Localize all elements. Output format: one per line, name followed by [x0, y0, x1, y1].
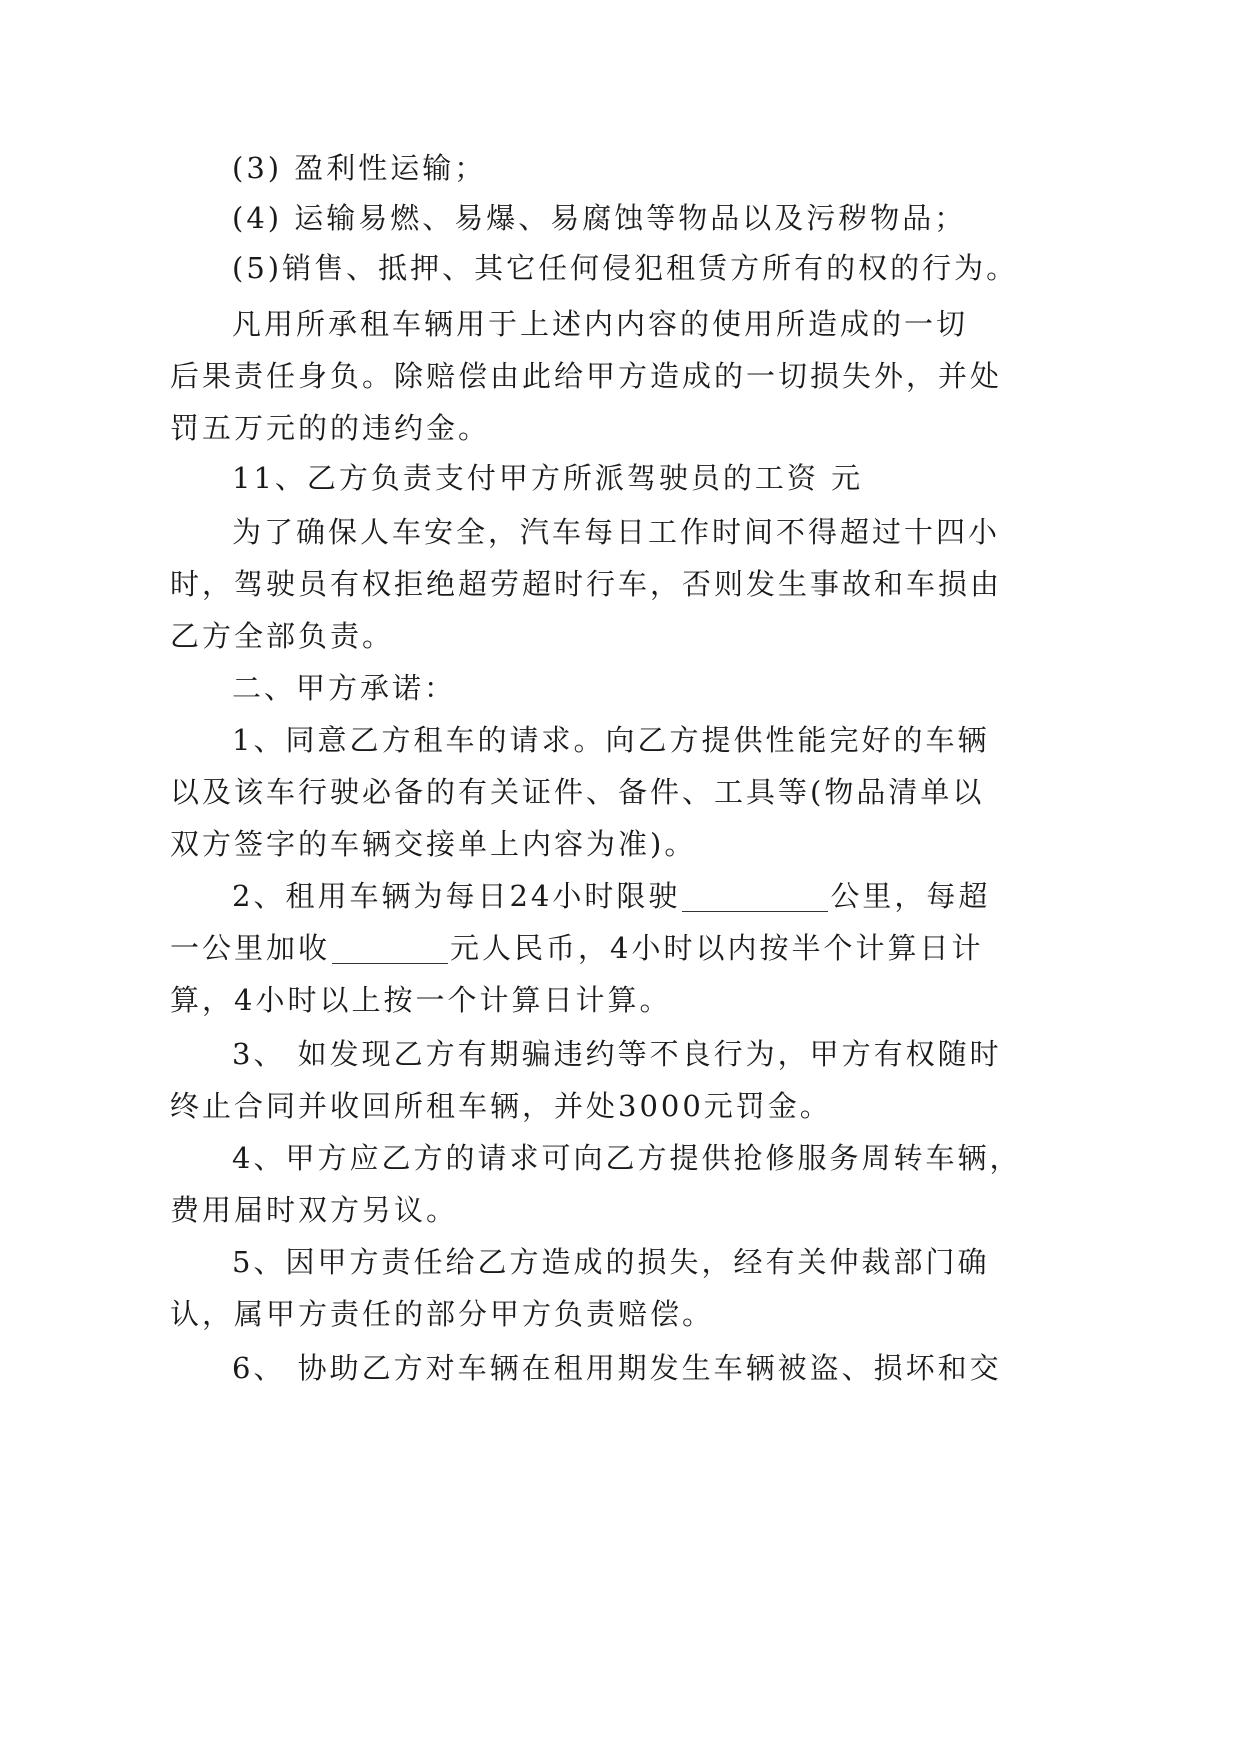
text-line: 双方签字的车辆交接单上内容为准)。 — [170, 827, 697, 861]
text-line: 11、乙方负责支付甲方所派驾驶员的工资 元 — [232, 461, 864, 495]
section-heading: 二、甲方承诺： — [232, 671, 457, 705]
text-line: 算，4小时以上按一个计算日计算。 — [170, 983, 672, 1017]
text-fragment: 2、租用车辆为每日24小时限驶 — [232, 879, 681, 913]
text-line: 时，驾驶员有权拒绝超劳超时行车，否则发生事故和车损由 — [170, 567, 1003, 601]
text-line: 终止合同并收回所租车辆，并处3000元罚金。 — [170, 1089, 832, 1123]
text-line: 费用届时双方另议。 — [170, 1193, 459, 1227]
text-fragment: 一公里加收 — [170, 931, 331, 965]
text-fragment: 元人民币，4小时以内按半个计算日计 — [450, 931, 984, 965]
text-line: 为了确保人车安全，汽车每日工作时间不得超过十四小 — [232, 515, 1001, 549]
text-line-with-blank — [170, 920, 1241, 976]
text-line: 5、因甲方责任给乙方造成的损失，经有关仲裁部门确 — [232, 1245, 990, 1279]
text-fragment: 公里，每超 — [830, 879, 991, 913]
text-line: 4、甲方应乙方的请求可向乙方提供抢修服务周转车辆， — [232, 1141, 1022, 1175]
text-line: 罚五万元的的违约金。 — [170, 411, 491, 445]
text-line: 认，属甲方责任的部分甲方负责赔偿。 — [170, 1297, 715, 1331]
fill-in-blank — [332, 929, 448, 964]
text-line: (4) 运输易燃、易爆、易腐蚀等物品以及污秽物品； — [232, 201, 967, 235]
text-line: 后果责任身负。除赔偿由此给甲方造成的一切损失外，并处 — [170, 359, 1003, 393]
text-line: 1、同意乙方租车的请求。向乙方提供性能完好的车辆 — [232, 723, 990, 757]
text-line: 3、 如发现乙方有期骗违约等不良行为，甲方有权随时 — [232, 1037, 1002, 1071]
text-line: (3) 盈利性运输； — [232, 151, 487, 185]
text-line: 以及该车行驶必备的有关证件、备件、工具等(物品清单以 — [170, 775, 985, 809]
text-line: 凡用所承租车辆用于上述内内容的使用所造成的一切 — [232, 307, 969, 341]
text-line: (5)销售、抵押、其它任何侵犯租赁方所有的权的行为。 — [232, 251, 1019, 285]
fill-in-blank — [682, 877, 828, 912]
text-line: 6、 协助乙方对车辆在租用期发生车辆被盗、损坏和交 — [232, 1351, 1002, 1385]
text-line: 乙方全部负责。 — [170, 619, 395, 653]
text-line-with-blank — [232, 868, 1241, 924]
